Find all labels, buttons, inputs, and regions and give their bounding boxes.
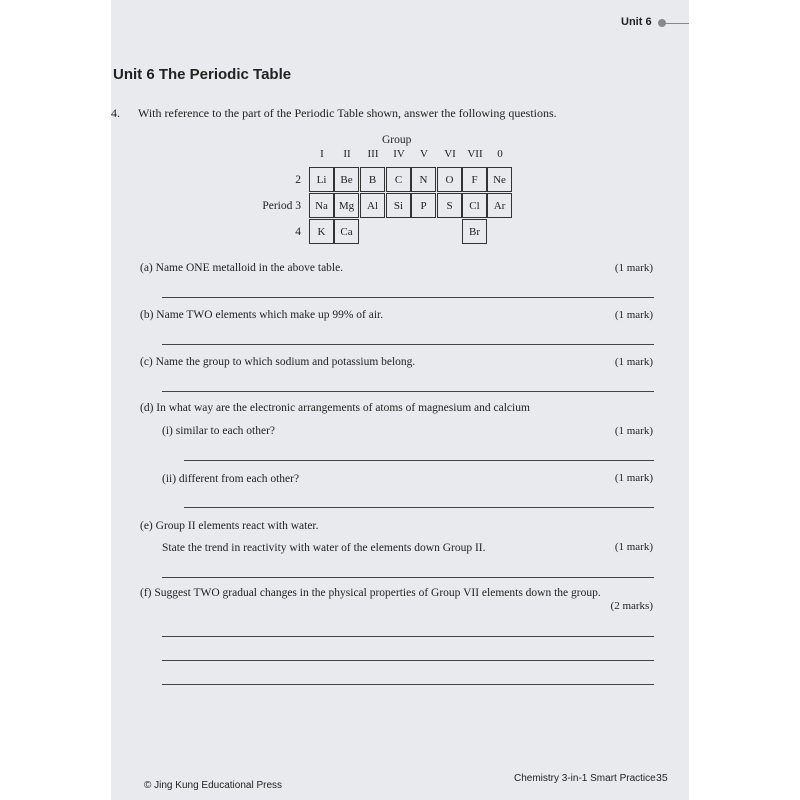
answer-line-f-3[interactable] (162, 684, 654, 685)
mark-f: (2 marks) (610, 600, 653, 612)
element-cell: F (462, 167, 487, 192)
element-cell: Na (309, 193, 334, 218)
question-d: (d) In what way are the electronic arrangements of atoms of magnesium and calcium (140, 402, 530, 414)
question-d-ii: (ii) different from each other? (162, 473, 300, 485)
page-number: 35 (656, 772, 668, 784)
mark-d-i: (1 mark) (614, 425, 653, 437)
element-cell: Ca (334, 219, 359, 244)
answer-line-c[interactable] (162, 391, 654, 392)
question-e: (e) Group II elements react with water. (140, 520, 319, 532)
question-b: (b) Name TWO elements which make up 99% of air. (140, 309, 384, 321)
mark-b: (1 mark) (614, 309, 653, 321)
group-header: III (367, 148, 379, 160)
element-cell: Cl (462, 193, 487, 218)
group-label: Group (382, 134, 412, 146)
answer-line-f-1[interactable] (162, 636, 654, 637)
element-cell: Li (309, 167, 334, 192)
question-intro: With reference to the part of the Periodic Table shown, answer the following questions. (138, 106, 557, 120)
element-cell: O (437, 167, 462, 192)
question-f: (f) Suggest TWO gradual changes in the physical properties of Group VII elements down the group. (140, 587, 601, 599)
element-cell: Al (360, 193, 385, 218)
question-c: (c) Name the group to which sodium and potassium belong. (140, 356, 416, 368)
answer-line-b[interactable] (162, 344, 654, 345)
group-header: VI (444, 148, 456, 160)
mark-d-ii: (1 mark) (614, 472, 653, 484)
element-cell: Ne (487, 167, 512, 192)
group-header: 0 (497, 148, 503, 160)
unit-marker-rule (661, 23, 689, 24)
period-label: Period 3 (262, 200, 301, 212)
answer-line-a[interactable] (162, 297, 654, 298)
element-cell: S (437, 193, 462, 218)
group-header: VII (467, 148, 483, 160)
answer-line-e[interactable] (162, 577, 654, 578)
publisher-credit: © Jing Kung Educational Press (144, 780, 283, 791)
question-number: 4. (111, 106, 120, 120)
element-cell: Be (334, 167, 359, 192)
period-number: 2 (295, 174, 301, 186)
element-cell: B (360, 167, 385, 192)
page-title: Unit 6 The Periodic Table (113, 66, 292, 83)
group-header: I (320, 148, 324, 160)
answer-line-f-2[interactable] (162, 660, 654, 661)
answer-line-d-i[interactable] (184, 460, 654, 461)
element-cell: C (386, 167, 411, 192)
element-cell: Ar (487, 193, 512, 218)
group-header: II (343, 148, 351, 160)
book-title: Chemistry 3-in-1 Smart Practice (514, 773, 656, 784)
element-cell: Mg (334, 193, 359, 218)
element-cell: K (309, 219, 334, 244)
element-cell: Br (462, 219, 487, 244)
period-number: 4 (295, 226, 301, 238)
element-cell: Si (386, 193, 411, 218)
answer-line-d-ii[interactable] (184, 507, 654, 508)
element-cell: N (411, 167, 436, 192)
question-e-detail: State the trend in reactivity with water of the elements down Group II. (162, 542, 486, 554)
group-header: IV (393, 148, 405, 160)
question-d-i: (i) similar to each other? (162, 425, 276, 437)
group-header: V (420, 148, 428, 160)
element-cell: P (411, 193, 436, 218)
mark-c: (1 mark) (614, 356, 653, 368)
mark-e: (1 mark) (614, 541, 653, 553)
worksheet-page (111, 0, 689, 800)
unit-tag: Unit 6 (621, 16, 652, 28)
question-a: (a) Name ONE metalloid in the above table. (140, 262, 344, 274)
mark-a: (1 mark) (614, 262, 653, 274)
